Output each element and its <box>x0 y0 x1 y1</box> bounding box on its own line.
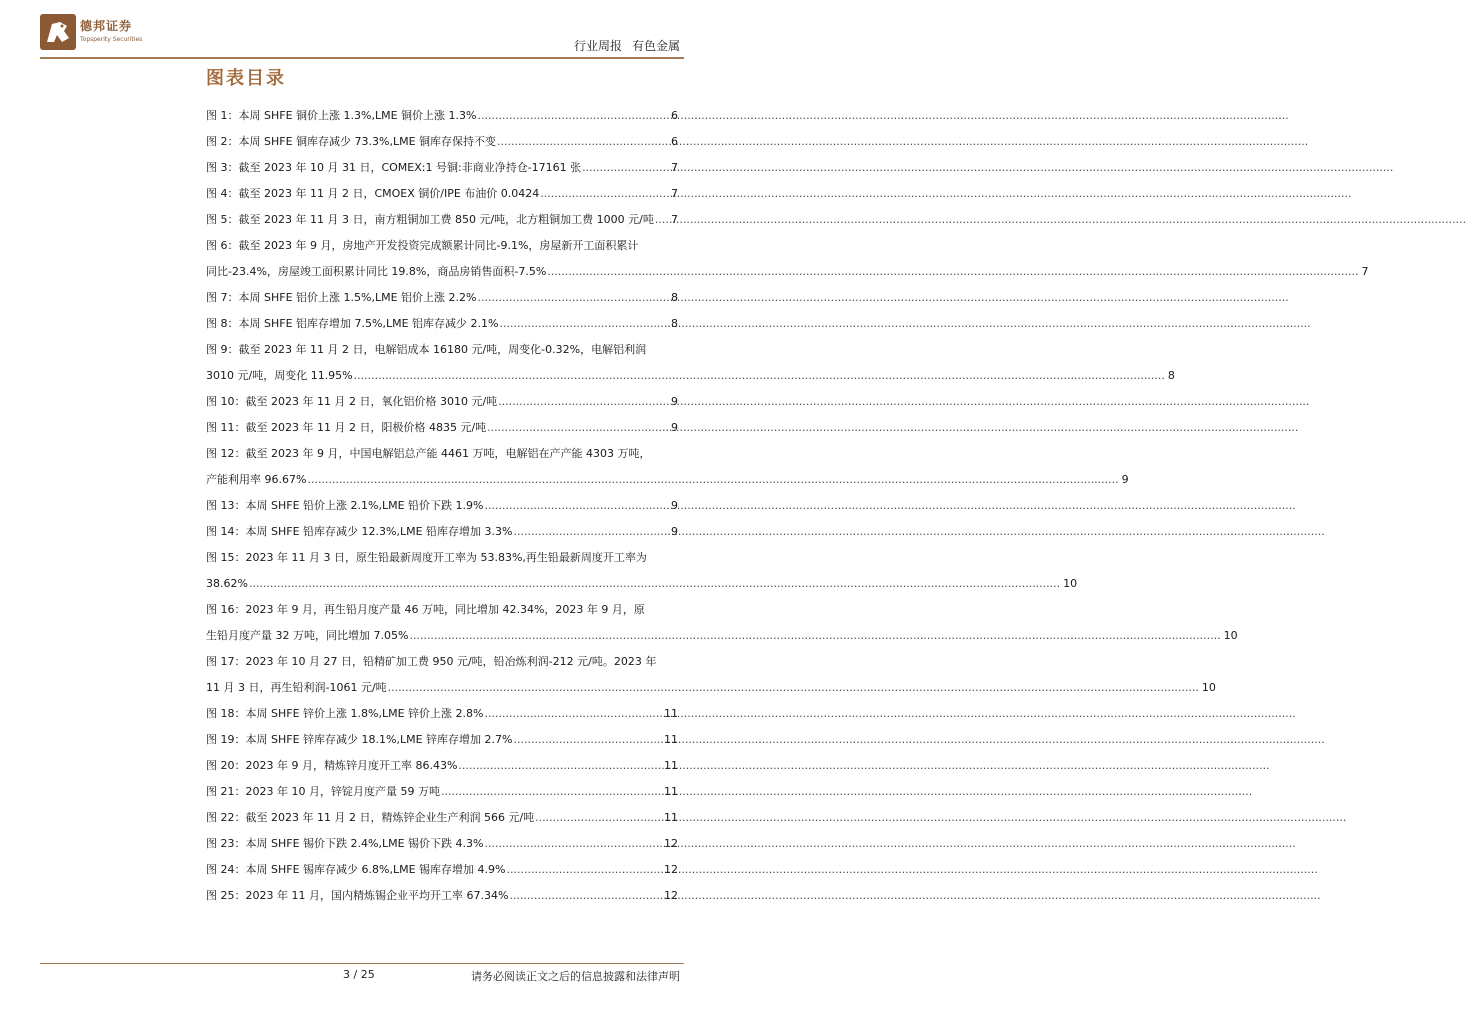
toc-entry-page: 11 <box>664 759 678 772</box>
toc-entry-label: 图 9： <box>206 343 239 356</box>
toc-entry[interactable] <box>206 701 678 727</box>
toc-leader-dots <box>249 571 1060 597</box>
toc-entry-page: 8 <box>1167 369 1175 382</box>
toc-entry-page: 8 <box>671 291 678 304</box>
toc-entry-label: 图 15： <box>206 551 246 564</box>
toc-entry[interactable] <box>206 389 678 415</box>
toc-entry[interactable] <box>206 519 678 545</box>
toc-entry-page: 9 <box>671 395 678 408</box>
toc-entry-title: 2023 年 11 月，国内精炼锡企业平均开工率 67.34% <box>245 889 509 902</box>
toc-entry-title: 2023 年 9 月，精炼锌月度开工率 86.43% <box>245 759 458 772</box>
toc-entry-title: 2023 年 9 月，再生铅月度产量 46 万吨，同比增加 42.34%，2023 年 9 月，原 <box>245 603 645 616</box>
toc-entry-label: 图 6： <box>206 239 239 252</box>
toc-leader-dots <box>498 389 668 415</box>
toc-leader-dots <box>441 779 661 805</box>
toc-entry-page: 12 <box>664 837 678 850</box>
toc-entry-title-cont: 3010 元/吨，周变化 11.95% <box>206 369 353 382</box>
toc-entry-label: 图 10： <box>206 395 246 408</box>
toc-entry-page: 6 <box>671 109 678 122</box>
toc-entry-page: 7 <box>1361 265 1369 278</box>
toc-leader-dots <box>477 285 668 311</box>
toc-entry-title-cont: 11 月 3 日，再生铅利润-1061 元/吨 <box>206 681 387 694</box>
toc-entry-page: 11 <box>664 785 678 798</box>
toc-entry-label: 图 22： <box>206 811 246 824</box>
toc-entry-label: 图 12： <box>206 447 246 460</box>
toc-entry[interactable] <box>206 285 678 311</box>
toc-leader-dots <box>655 207 668 233</box>
page-number: 3 / 25 <box>343 968 375 981</box>
toc-leader-dots <box>506 857 661 883</box>
toc-entry-label: 图 3： <box>206 161 239 174</box>
toc-entry[interactable] <box>206 545 1078 597</box>
toc-leader-dots <box>354 363 1165 389</box>
toc-entry[interactable] <box>206 805 678 831</box>
toc-entry-page: 11 <box>664 733 678 746</box>
toc-entry[interactable] <box>206 415 678 441</box>
toc-entry-page: 8 <box>671 317 678 330</box>
toc-leader-dots <box>458 753 661 779</box>
header-divider <box>40 57 684 59</box>
toc-leader-dots <box>484 831 661 857</box>
toc-entry-title: 本周 SHFE 锌价上涨 1.8%,LME 锌价上涨 2.8% <box>245 707 484 720</box>
sector-name: 有色金属 <box>631 39 680 53</box>
toc-entry[interactable] <box>206 337 1175 389</box>
toc-entry-label: 图 4： <box>206 187 239 200</box>
toc-leader-dots <box>409 623 1220 649</box>
toc-entry-page: 9 <box>1121 473 1129 486</box>
toc-entry-page: 9 <box>671 499 678 512</box>
toc-entry-title-cont: 同比-23.4%，房屋竣工面积累计同比 19.8%，商品房销售面积-7.5% <box>206 265 547 278</box>
toc-entry-label: 图 8： <box>206 317 239 330</box>
toc-leader-dots <box>307 467 1118 493</box>
toc-entry-page: 10 <box>1223 629 1238 642</box>
toc-leader-dots <box>484 493 668 519</box>
toc-entry-label: 图 25： <box>206 889 246 902</box>
toc-entry-title: 截至 2023 年 11 月 3 日，南方粗铜加工费 850 元/吨，北方粗铜加工费 1000 元/吨 <box>238 213 654 226</box>
toc-entry-title: 2023 年 11 月 3 日，原生铅最新周度开工率为 53.83%,再生铅最新周度开工率为 <box>245 551 647 564</box>
toc-entry-title: 本周 SHFE 铜库存减少 73.3%,LME 铜库存保持不变 <box>238 135 497 148</box>
toc-entry-label: 图 17： <box>206 655 246 668</box>
toc-entry[interactable] <box>206 441 1129 493</box>
toc-entry-title: 截至 2023 年 11 月 2 日，精炼锌企业生产利润 566 元/吨 <box>245 811 535 824</box>
header-tags <box>574 37 680 54</box>
toc-entry-page: 7 <box>671 161 678 174</box>
toc-entry-page: 11 <box>664 811 678 824</box>
toc-entry-title: 2023 年 10 月，锌锭月度产量 59 万吨 <box>245 785 440 798</box>
brand-logo <box>40 14 170 50</box>
toc-entry-title: 截至 2023 年 11 月 2 日，CMOEX 铜价/IPE 布油价 0.0424 <box>238 187 540 200</box>
toc-entry-title-cont: 产能利用率 96.67% <box>206 473 307 486</box>
toc-entry[interactable] <box>206 883 678 909</box>
toc-leader-dots <box>477 103 668 129</box>
toc-entry-page: 6 <box>671 135 678 148</box>
toc-entry-label: 图 1： <box>206 109 239 122</box>
toc-leader-dots <box>499 311 668 337</box>
toc-entry-title: 本周 SHFE 铝库存增加 7.5%,LME 铝库存减少 2.1% <box>238 317 499 330</box>
toc-entry[interactable] <box>206 103 678 129</box>
toc-leader-dots <box>513 727 661 753</box>
toc-list <box>206 103 1369 909</box>
toc-entry-title: 本周 SHFE 锡库存减少 6.8%,LME 锡库存增加 4.9% <box>245 863 506 876</box>
toc-entry-title-cont: 生铅月度产量 32 万吨，同比增加 7.05% <box>206 629 409 642</box>
toc-entry-label: 图 18： <box>206 707 246 720</box>
toc-leader-dots <box>535 805 661 831</box>
toc-entry[interactable] <box>206 779 678 805</box>
toc-entry-page: 12 <box>664 889 678 902</box>
toc-entry-title: 本周 SHFE 铅库存减少 12.3%,LME 铅库存增加 3.3% <box>245 525 513 538</box>
toc-entry[interactable] <box>206 233 1369 285</box>
toc-leader-dots <box>540 181 668 207</box>
toc-leader-dots <box>513 519 668 545</box>
brand-name-cn: 德邦证券 <box>80 19 133 33</box>
toc-entry[interactable] <box>206 311 678 337</box>
toc-entry-page: 9 <box>671 525 678 538</box>
toc-entry[interactable] <box>206 597 1238 649</box>
toc-title: 图表目录 <box>206 68 286 89</box>
toc-entry-label: 图 24： <box>206 863 246 876</box>
footer-divider <box>40 963 684 964</box>
toc-entry[interactable] <box>206 207 678 233</box>
toc-entry-label: 图 7： <box>206 291 239 304</box>
toc-entry-title: 截至 2023 年 10 月 31 日，COMEX:1 号铜:非商业净持仓-17161 张 <box>238 161 582 174</box>
toc-entry-title: 本周 SHFE 铜价上涨 1.3%,LME 铜价上涨 1.3% <box>238 109 477 122</box>
toc-entry[interactable] <box>206 129 678 155</box>
toc-entry-title: 截至 2023 年 9 月，房地产开发投资完成额累计同比-9.1%，房屋新开工面积累计 <box>238 239 639 252</box>
toc-entry-title: 本周 SHFE 锡价下跌 2.4%,LME 锡价下跌 4.3% <box>245 837 484 850</box>
toc-entry-label: 图 13： <box>206 499 246 512</box>
toc-entry-title: 2023 年 10 月 27 日，铅精矿加工费 950 元/吨，铅冶炼利润-212 元/吨。2023 年 <box>245 655 657 668</box>
toc-entry-label: 图 16： <box>206 603 246 616</box>
toc-entry[interactable] <box>206 181 678 207</box>
toc-entry[interactable] <box>206 155 678 181</box>
toc-entry-page: 11 <box>664 707 678 720</box>
toc-leader-dots <box>509 883 661 909</box>
toc-entry-title: 截至 2023 年 11 月 2 日，氧化铝价格 3010 元/吨 <box>245 395 498 408</box>
toc-entry-page: 12 <box>664 863 678 876</box>
toc-entry[interactable] <box>206 857 678 883</box>
toc-entry-label: 图 14： <box>206 525 246 538</box>
toc-entry-page: 7 <box>671 187 678 200</box>
footer-disclaimer: 请务必阅读正文之后的信息披露和法律声明 <box>471 970 680 983</box>
brand-name-en: Topsperity Securities <box>80 36 143 43</box>
toc-entry-title-cont: 38.62% <box>206 577 248 590</box>
toc-entry[interactable] <box>206 753 678 779</box>
toc-entry-label: 图 23： <box>206 837 246 850</box>
toc-entry-title: 本周 SHFE 锌库存减少 18.1%,LME 锌库存增加 2.7% <box>245 733 513 746</box>
toc-entry[interactable] <box>206 831 678 857</box>
toc-entry-label: 图 11： <box>206 421 246 434</box>
page-header <box>0 0 724 60</box>
toc-leader-dots <box>547 259 1358 285</box>
toc-entry-page: 10 <box>1201 681 1216 694</box>
toc-leader-dots <box>582 155 668 181</box>
toc-leader-dots <box>388 675 1199 701</box>
toc-entry[interactable] <box>206 649 1216 701</box>
toc-entry-label: 图 21： <box>206 785 246 798</box>
toc-entry-page: 10 <box>1063 577 1078 590</box>
toc-entry-page: 7 <box>671 213 678 226</box>
toc-entry-label: 图 20： <box>206 759 246 772</box>
toc-entry-title: 截至 2023 年 9 月，中国电解铝总产能 4461 万吨，电解铝在产产能 4303 万吨， <box>245 447 651 460</box>
report-type: 行业周报 <box>573 39 622 53</box>
toc-entry-title: 截至 2023 年 11 月 2 日，阳极价格 4835 元/吨 <box>245 421 487 434</box>
toc-entry-label: 图 5： <box>206 213 239 226</box>
toc-entry[interactable] <box>206 493 678 519</box>
toc-entry-title: 本周 SHFE 铝价上涨 1.5%,LME 铝价上涨 2.2% <box>238 291 477 304</box>
toc-leader-dots <box>497 129 668 155</box>
brand-logo-mark <box>40 14 76 50</box>
toc-leader-dots <box>487 415 668 441</box>
toc-entry-label: 图 19： <box>206 733 246 746</box>
toc-leader-dots <box>484 701 661 727</box>
toc-entry-label: 图 2： <box>206 135 239 148</box>
toc-entry-page: 9 <box>671 421 678 434</box>
toc-entry-title: 截至 2023 年 11 月 2 日，电解铝成本 16180 元/吨，周变化-0.32%，电解铝利润 <box>238 343 647 356</box>
toc-entry[interactable] <box>206 727 678 753</box>
toc-entry-title: 本周 SHFE 铅价上涨 2.1%,LME 铅价下跌 1.9% <box>245 499 484 512</box>
